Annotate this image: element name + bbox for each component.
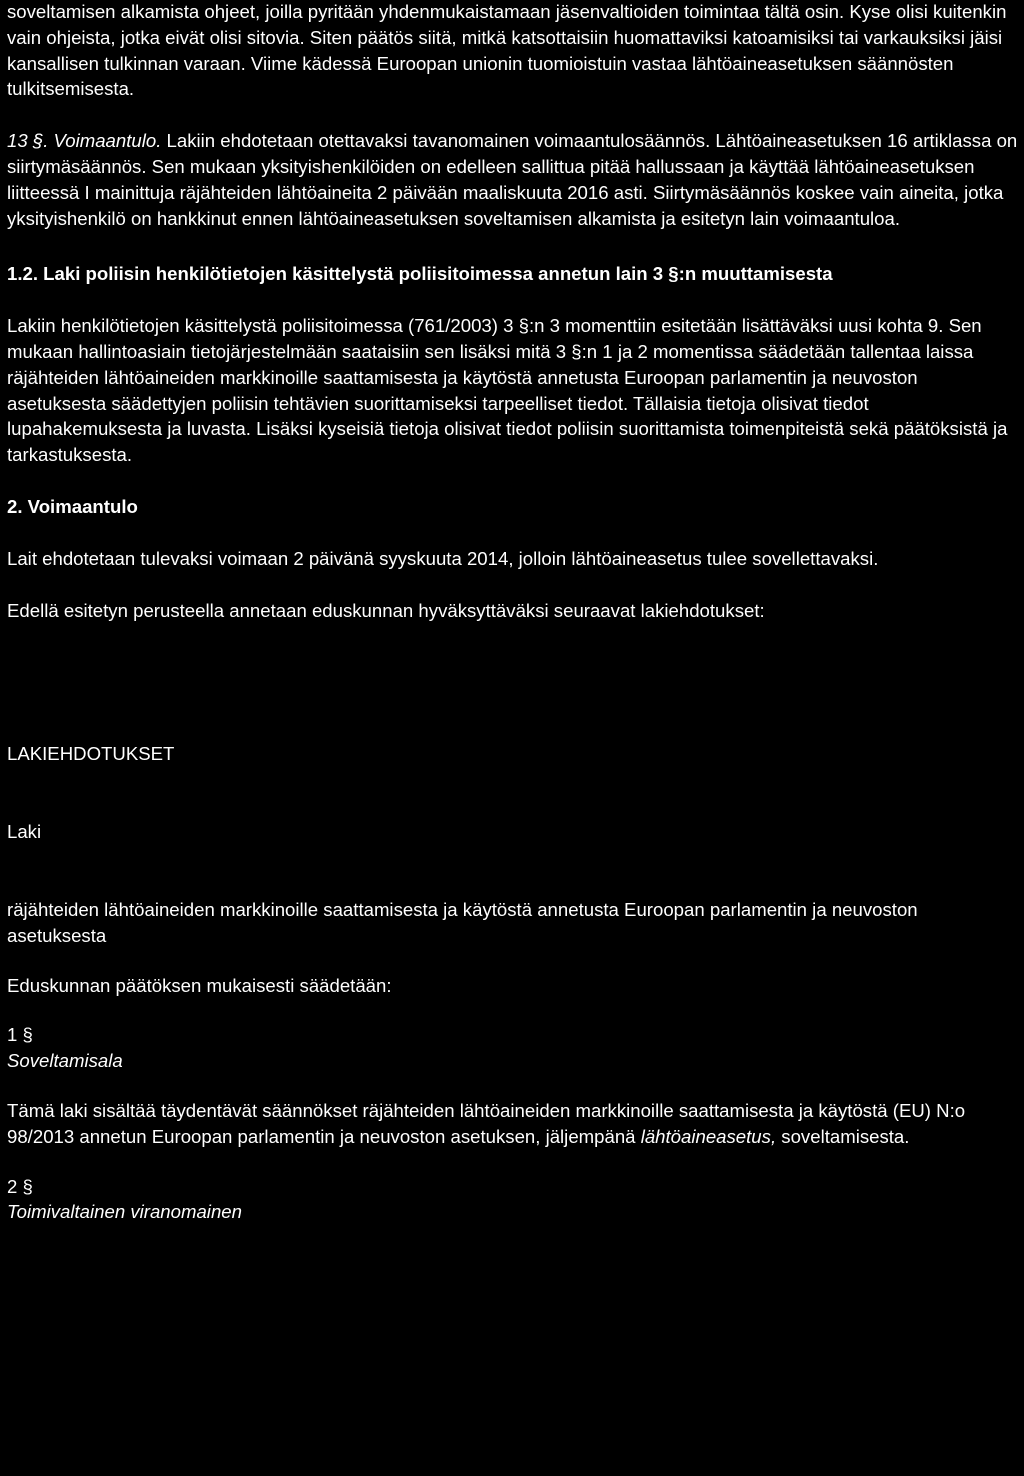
paragraph-proposals-intro: Edellä esitetyn perusteella annetaan eduskunnan hyväksyttäväksi seuraavat lakiehdotukset: <box>7 599 765 621</box>
section-1-number: 1 § <box>7 1024 33 1046</box>
section-1-text-italic: lähtöaineasetus, <box>640 1125 777 1147</box>
section-13-text: Lakiin ehdotetaan otettavaksi tavanomainen voimaantulosäännös. Lähtöaineasetuksen 16 artiklassa on siirtymäsäännös. Sen mukaan yksityishenkilöiden on edelleen sallittua pitää hallussaan ja käyttää lähtöaineasetuksen liitteessä I mainittuja räjähteiden lähtöaineita 2 päivään maaliskuuta 2016 asti. Siirtymäsäännös koskee vain aineita, jotka yksityishenkilö on hankkinut ennen lähtöaineasetuksen soveltamisen alkamista ja esitetyn lain voimaantuloa. <box>7 130 1018 229</box>
paragraph-guidelines: soveltamisen alkamista ohjeet, joilla pyritään yhdenmukaistamaan jäsenvaltioiden toimintaa tältä osin. Kyse olisi kuitenkin vain ohjeista, jotka eivät olisi sitovia. Siten päätös siitä, mitkä katsottaisiin huomattaviksi katoamisiksi tai varkauksiksi jäisi kansallisen tulkinnan varaan. Viime kädessä Euroopan unionin tuomioistuin vastaa lähtöaineasetuksen säännösten tulkitsemisesta. <box>7 1 1007 100</box>
paragraph-police-data-law: Lakiin henkilötietojen käsittelystä poliisitoimessa (761/2003) 3 §:n 3 momenttiin esitetään lisättäväksi uusi kohta 9. Sen mukaan hallintoasiain tietojärjestelmään saataisiin sen lisäksi mitä 3 §:n 1 ja 2 momentissa säädetään tallentaa laissa räjähteiden lähtöaineiden markkinoille saattamisesta ja käytöstä annetusta Euroopan parlamentin ja neuvoston asetuksesta säädettyjen poliisin tehtävien suorittamiseksi tarpeelliset tiedot. Tällaisia tietoja olisivat tiedot lupahakemuksesta ja luvasta. Lisäksi kyseisiä tietoja olisivat tiedot poliisin suorittamista toimenpiteistä sekä päätöksistä ja tarkastuksesta. <box>7 315 1008 466</box>
section-1-title: Soveltamisala <box>7 1050 123 1072</box>
heading-police-data-law: 1.2. Laki poliisin henkilötietojen käsittelystä poliisitoimessa annetun lain 3 §:n muuttamisesta <box>7 263 833 285</box>
law-title: räjähteiden lähtöaineiden markkinoille saattamisesta ja käytöstä annetusta Euroopan parlamentin ja neuvoston asetuksesta <box>7 898 918 946</box>
document-page <box>7 0 1021 1225</box>
section-13-label: 13 §. Voimaantulo. <box>7 130 162 152</box>
section-1-text <box>7 1098 1021 1150</box>
paragraph-entry-into-force: Lait ehdotetaan tulevaksi voimaan 2 päivänä syyskuuta 2014, jolloin lähtöaineasetus tulee sovellettavaksi. <box>7 547 879 569</box>
section-1-text-b: soveltamisesta. <box>776 1125 910 1147</box>
heading-entry-into-force: 2. Voimaantulo <box>7 495 138 517</box>
paragraph-entry-into-force-section <box>7 128 1021 231</box>
enactment-clause: Eduskunnan päätöksen mukaisesti säädetään: <box>7 974 392 996</box>
section-2-title: Toimivaltainen viranomainen <box>7 1201 242 1223</box>
heading-laki: Laki <box>7 821 42 843</box>
section-1-text-a: Tämä laki sisältää täydentävät säännökset räjähteiden lähtöaineiden markkinoille saattamisesta ja käytöstä (EU) N:o 98/2013 annetun Euroopan parlamentin ja neuvoston asetuksen, jäljempänä <box>7 1099 966 1147</box>
heading-lakiehdotukset: LAKIEHDOTUKSET <box>7 743 175 765</box>
section-2-number: 2 § <box>7 1175 33 1197</box>
